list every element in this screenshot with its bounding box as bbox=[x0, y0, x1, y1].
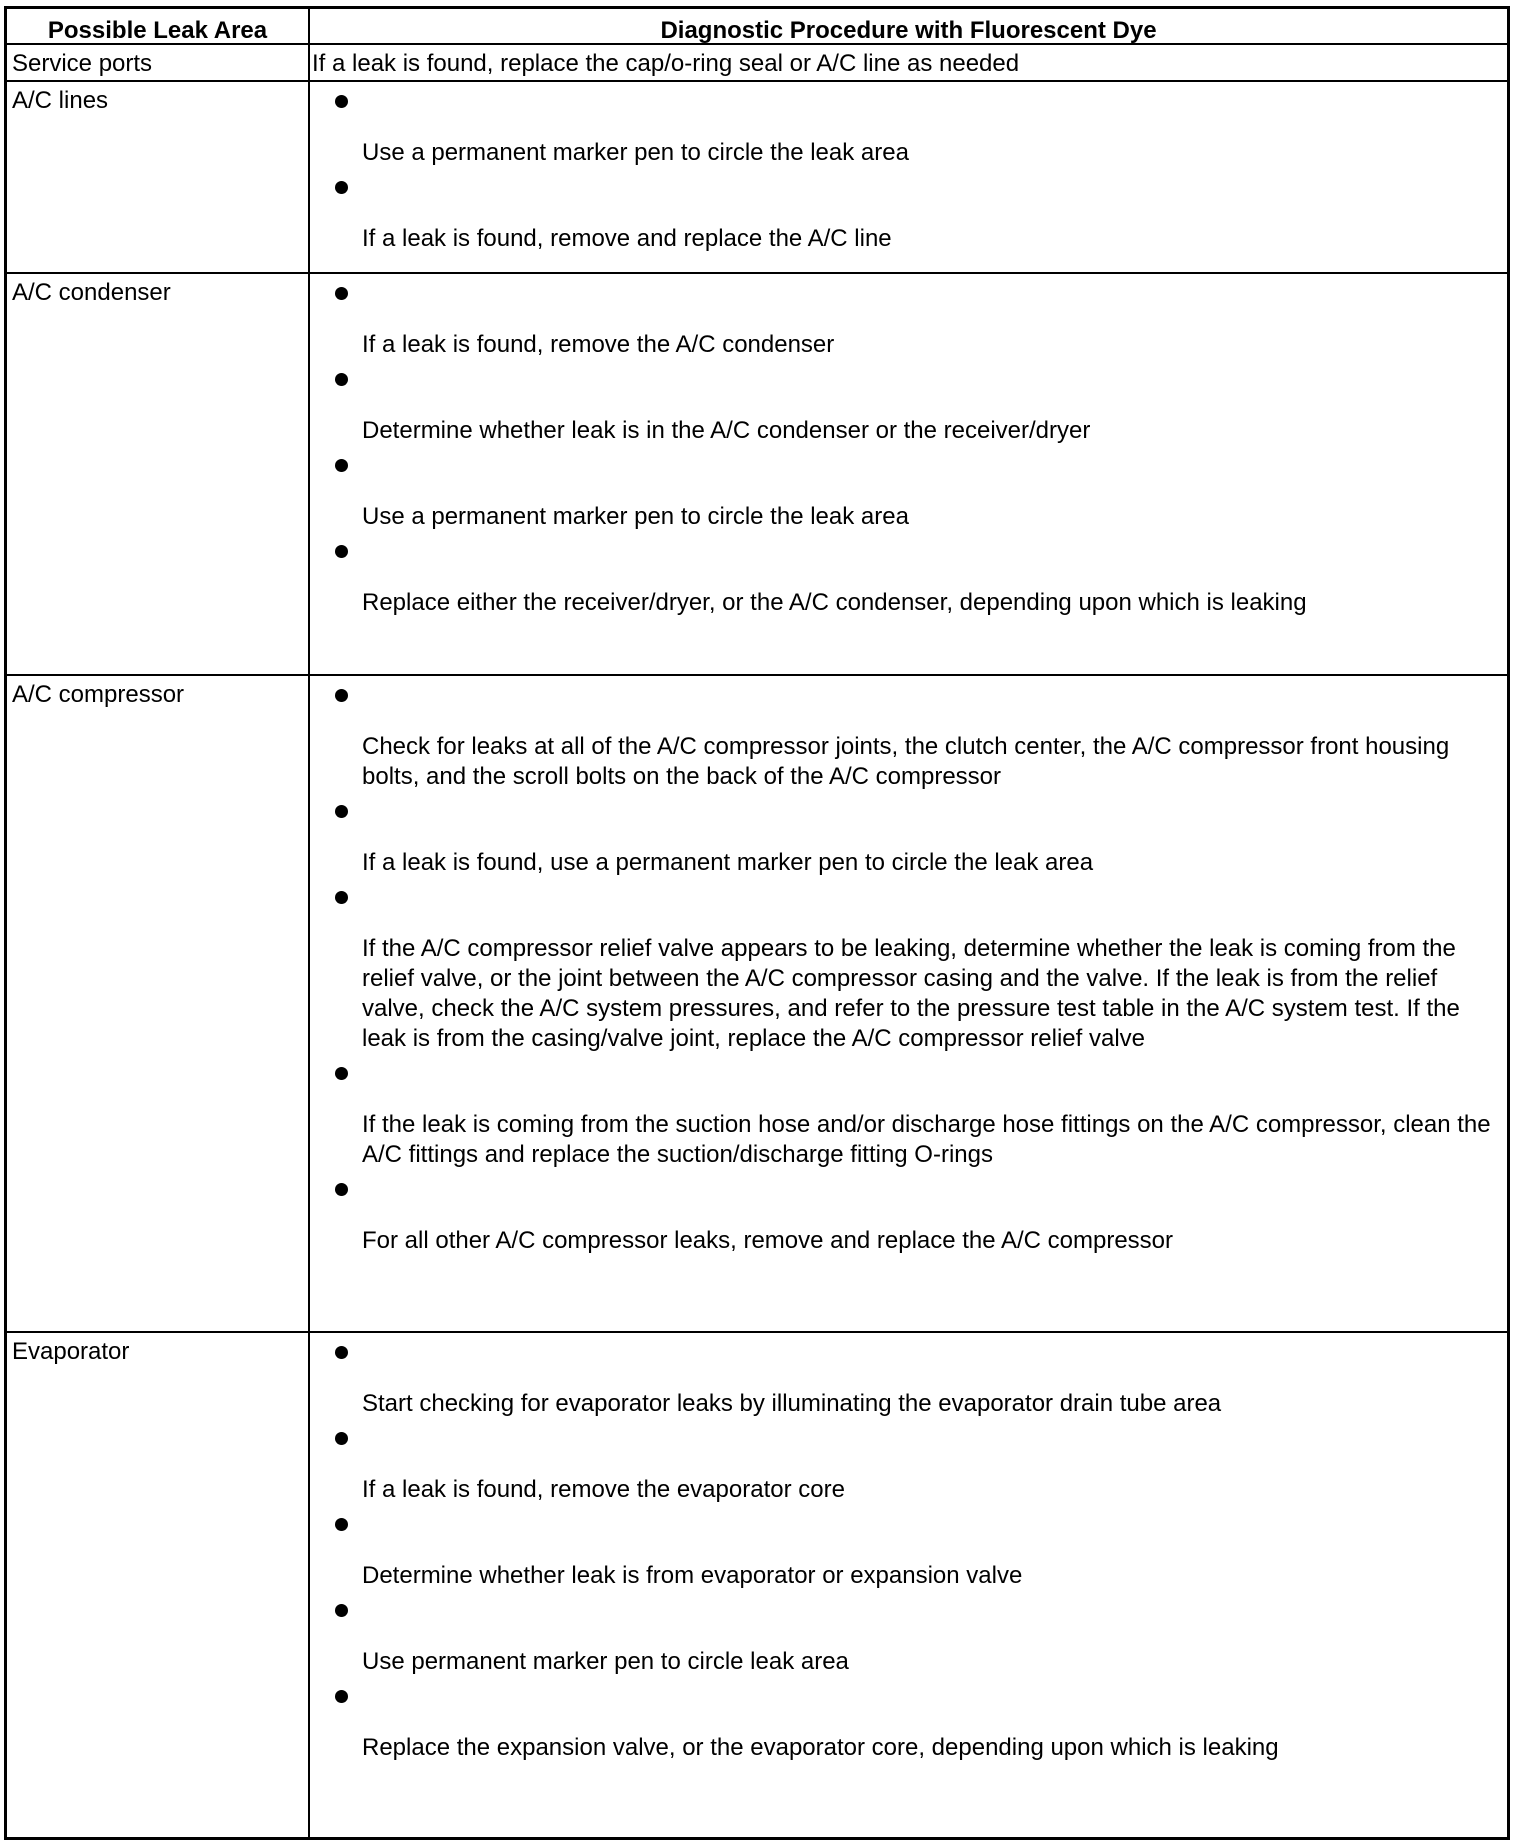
bullet-icon bbox=[335, 1183, 348, 1196]
list-item bbox=[310, 676, 1507, 792]
procedure-step: If a leak is found, remove the evaporator core bbox=[362, 1476, 845, 1503]
procedure-text: If a leak is found, replace the cap/o-ring seal or A/C line as needed bbox=[312, 50, 1020, 77]
bullet-icon bbox=[335, 545, 348, 558]
list-item bbox=[310, 168, 1507, 254]
bullet-icon bbox=[335, 1604, 348, 1617]
list-item bbox=[310, 82, 1507, 168]
procedure-step: Check for leaks at all of the A/C compressor joints, the clutch center, the A/C compressor front housing bolts, and the scroll bolts on the back of the A/C compressor bbox=[362, 733, 1450, 790]
bullet-icon bbox=[335, 805, 348, 818]
table-row bbox=[7, 676, 1507, 1333]
table-row bbox=[7, 1333, 1507, 1837]
leak-area-label: A/C compressor bbox=[12, 681, 185, 708]
procedure-step: Determine whether leak is in the A/C condenser or the receiver/dryer bbox=[362, 417, 1091, 444]
list-item bbox=[310, 1054, 1507, 1170]
bullet-icon bbox=[335, 373, 348, 386]
procedure-step: Replace the expansion valve, or the evaporator core, depending upon which is leaking bbox=[362, 1734, 1279, 1761]
table-header-row bbox=[7, 9, 1507, 45]
list-item bbox=[310, 274, 1507, 360]
table-row bbox=[7, 274, 1507, 676]
list-item bbox=[310, 360, 1507, 446]
list-item bbox=[310, 1591, 1507, 1677]
procedure-step: If a leak is found, remove the A/C condenser bbox=[362, 331, 835, 358]
bullet-icon bbox=[335, 1518, 348, 1531]
procedure-step: If a leak is found, use a permanent marker pen to circle the leak area bbox=[362, 849, 1094, 876]
list-item bbox=[310, 532, 1507, 618]
list-item bbox=[310, 792, 1507, 878]
bullet-icon bbox=[335, 891, 348, 904]
leak-area-label: A/C lines bbox=[12, 87, 109, 114]
list-item bbox=[310, 878, 1507, 1054]
bullet-icon bbox=[335, 181, 348, 194]
list-item bbox=[310, 1170, 1507, 1256]
bullet-icon bbox=[335, 1690, 348, 1703]
procedure-step: If a leak is found, remove and replace the A/C line bbox=[362, 225, 892, 252]
procedure-step: Use a permanent marker pen to circle the leak area bbox=[362, 139, 909, 166]
bullet-icon bbox=[335, 459, 348, 472]
leak-area-label: Evaporator bbox=[12, 1338, 130, 1365]
list-item bbox=[310, 446, 1507, 532]
list-item bbox=[310, 1419, 1507, 1505]
leak-area-label: Service ports bbox=[12, 50, 153, 77]
procedure-step: Use permanent marker pen to circle leak area bbox=[362, 1648, 849, 1675]
bullet-icon bbox=[335, 1432, 348, 1445]
procedure-step: For all other A/C compressor leaks, remove and replace the A/C compressor bbox=[362, 1227, 1174, 1254]
procedure-bullet-list bbox=[310, 82, 1507, 254]
procedure-step: Replace either the receiver/dryer, or the A/C condenser, depending upon which is leaking bbox=[362, 589, 1307, 616]
bullet-icon bbox=[335, 689, 348, 702]
list-item bbox=[310, 1505, 1507, 1591]
table-row bbox=[7, 82, 1507, 274]
header-diagnostic-procedure: Diagnostic Procedure with Fluorescent Dye bbox=[660, 17, 1157, 44]
bullet-icon bbox=[335, 95, 348, 108]
procedure-step: If the leak is coming from the suction hose and/or discharge hose fittings on the A/C compressor, clean the A/C fittings and replace the suction/discharge fitting O-rings bbox=[362, 1111, 1491, 1168]
bullet-icon bbox=[335, 1067, 348, 1080]
list-item bbox=[310, 1333, 1507, 1419]
leak-diagnostic-table bbox=[4, 6, 1510, 1840]
procedure-step: Start checking for evaporator leaks by illuminating the evaporator drain tube area bbox=[362, 1390, 1222, 1417]
header-possible-leak-area: Possible Leak Area bbox=[47, 17, 268, 44]
bullet-icon bbox=[335, 1346, 348, 1359]
procedure-bullet-list bbox=[310, 676, 1507, 1256]
procedure-step: Use a permanent marker pen to circle the leak area bbox=[362, 503, 909, 530]
procedure-bullet-list bbox=[310, 274, 1507, 618]
leak-area-label: A/C condenser bbox=[12, 279, 171, 306]
procedure-step: Determine whether leak is from evaporator or expansion valve bbox=[362, 1562, 1023, 1589]
bullet-icon bbox=[335, 287, 348, 300]
procedure-bullet-list bbox=[310, 1333, 1507, 1763]
procedure-step: If the A/C compressor relief valve appears to be leaking, determine whether the leak is coming from the relief valve, or the joint between the A/C compressor casing and the valve. If the leak is from the relief valve, check the A/C system pressures, and refer to the pressure test table in the A/C system test. If the leak is from the casing/valve joint, replace the A/C compressor relief valve bbox=[362, 935, 1460, 1052]
table-row bbox=[7, 45, 1507, 82]
list-item bbox=[310, 1677, 1507, 1763]
